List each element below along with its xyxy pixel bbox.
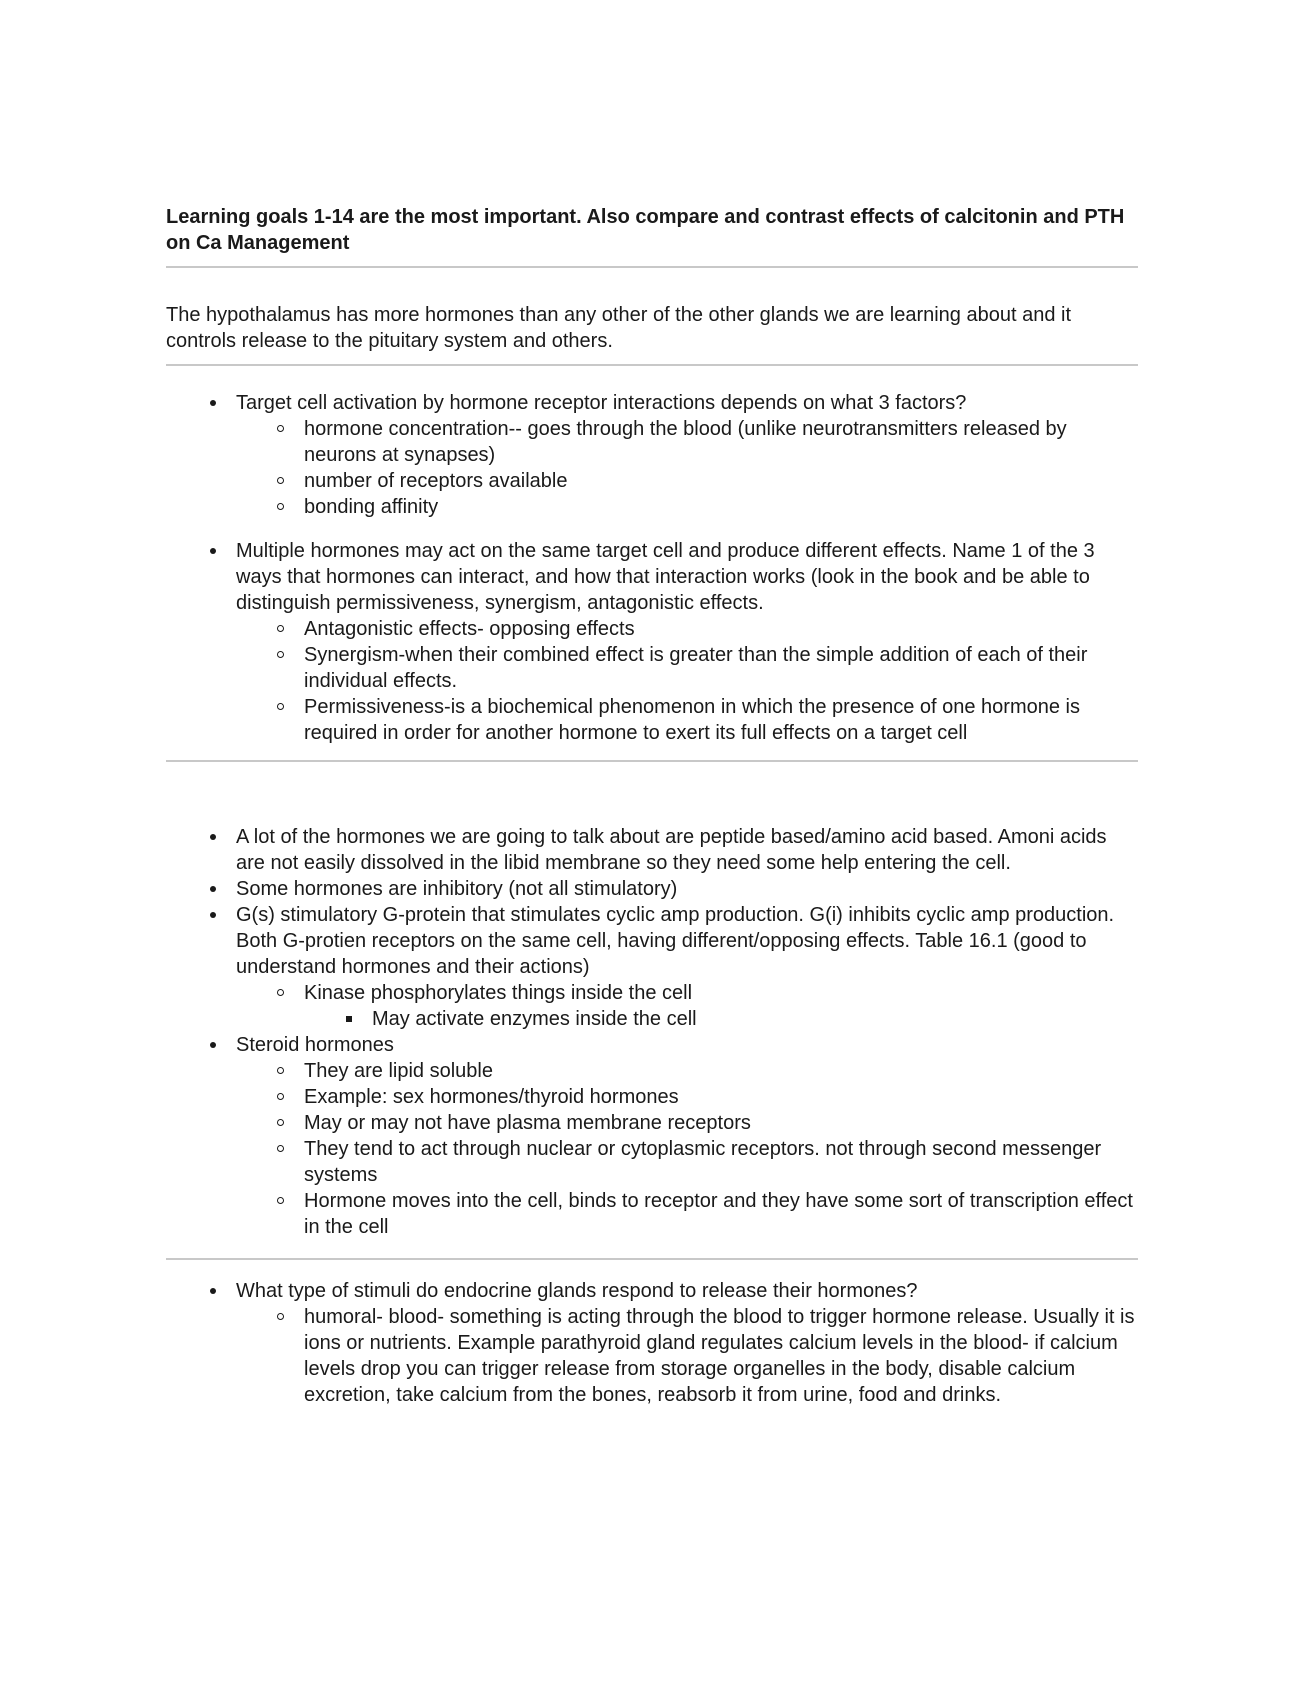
list-item — [166, 538, 1138, 746]
list-item: Some hormones are inhibitory (not all stimulatory) — [166, 876, 1138, 902]
list-item: They are lipid soluble — [236, 1058, 1138, 1084]
target-cell-question: Target cell activation by hormone receptor interactions depends on what 3 factors? — [236, 392, 967, 414]
hypothalamus-paragraph: The hypothalamus has more hormones than any other of the other glands we are learning about and it controls release to the pituitary system and others. — [166, 304, 1072, 352]
list-item: They tend to act through nuclear or cytoplasmic receptors. not through second messenger systems — [236, 1136, 1138, 1188]
hormone-interaction-question: Multiple hormones may act on the same target cell and produce different effects. Name 1 of the 3 ways that hormones can interact, and how that interaction works (look in the book and be able to distinguish permissiveness, synergism, antagonistic effects. — [236, 540, 1095, 614]
list-item: bonding affinity — [236, 494, 1138, 520]
g-protein-text: G(s) stimulatory G-protein that stimulates cyclic amp production. G(i) inhibits cyclic amp production. Both G-protien receptors on the same cell, having different/opposing effects. Table 16.1 (good to understand hormones and their actions) — [236, 904, 1115, 978]
list-item: Synergism-when their combined effect is greater than the simple addition of each of their individual effects. — [236, 642, 1138, 694]
kinase-list — [236, 980, 1138, 1032]
kinase-text: Kinase phosphorylates things inside the cell — [304, 982, 693, 1004]
interaction-type-list — [236, 616, 1138, 746]
list-item: hormone concentration-- goes through the blood (unlike neurotransmitters released by neurons at synapses) — [236, 416, 1138, 468]
list-item: number of receptors available — [236, 468, 1138, 494]
list-item: May activate enzymes inside the cell — [304, 1006, 1138, 1032]
list-item: Hormone moves into the cell, binds to receptor and they have some sort of transcription effect in the cell — [236, 1188, 1138, 1240]
section-divider — [166, 760, 1138, 762]
list-item: A lot of the hormones we are going to talk about are peptide based/amino acid based. Amoni acids are not easily dissolved in the libid membrane so they need some help entering the cell. — [166, 824, 1138, 876]
list-item — [166, 1032, 1138, 1240]
list-item — [166, 390, 1138, 520]
list-item — [236, 980, 1138, 1032]
section-divider — [166, 1258, 1138, 1260]
document-page — [166, 204, 1138, 1408]
endocrine-stimuli-question: What type of stimuli do endocrine glands respond to release their hormones? — [236, 1280, 918, 1302]
list-item: Example: sex hormones/thyroid hormones — [236, 1084, 1138, 1110]
list-item: Permissiveness-is a biochemical phenomenon in which the presence of one hormone is required in order for another hormone to exert its full effects on a target cell — [236, 694, 1138, 746]
hormone-interaction-list — [166, 538, 1138, 746]
hormone-types-list — [166, 824, 1138, 1240]
list-item — [166, 902, 1138, 1032]
stimuli-type-list — [236, 1304, 1138, 1408]
kinase-sub-list — [304, 1006, 1138, 1032]
factor-list — [236, 416, 1138, 520]
list-item — [166, 1278, 1138, 1408]
list-item: Antagonistic effects- opposing effects — [236, 616, 1138, 642]
learning-goals-heading: Learning goals 1-14 are the most important. Also compare and contrast effects of calcitonin and PTH on Ca Management — [166, 206, 1125, 254]
steroid-points-list — [236, 1058, 1138, 1240]
endocrine-stimuli-list — [166, 1278, 1138, 1408]
list-item: humoral- blood- something is acting through the blood to trigger hormone release. Usually it is ions or nutrients. Example parathyroid gland regulates calcium levels in the blood- if calcium levels drop you can trigger release from storage organelles in the body, disable calcium excretion, take calcium from the bones, reabsorb it from urine, food and drinks. — [236, 1304, 1138, 1408]
section-divider — [166, 364, 1138, 366]
steroid-heading: Steroid hormones — [236, 1034, 394, 1056]
section-divider — [166, 266, 1138, 268]
target-cell-list — [166, 390, 1138, 520]
list-item: May or may not have plasma membrane receptors — [236, 1110, 1138, 1136]
